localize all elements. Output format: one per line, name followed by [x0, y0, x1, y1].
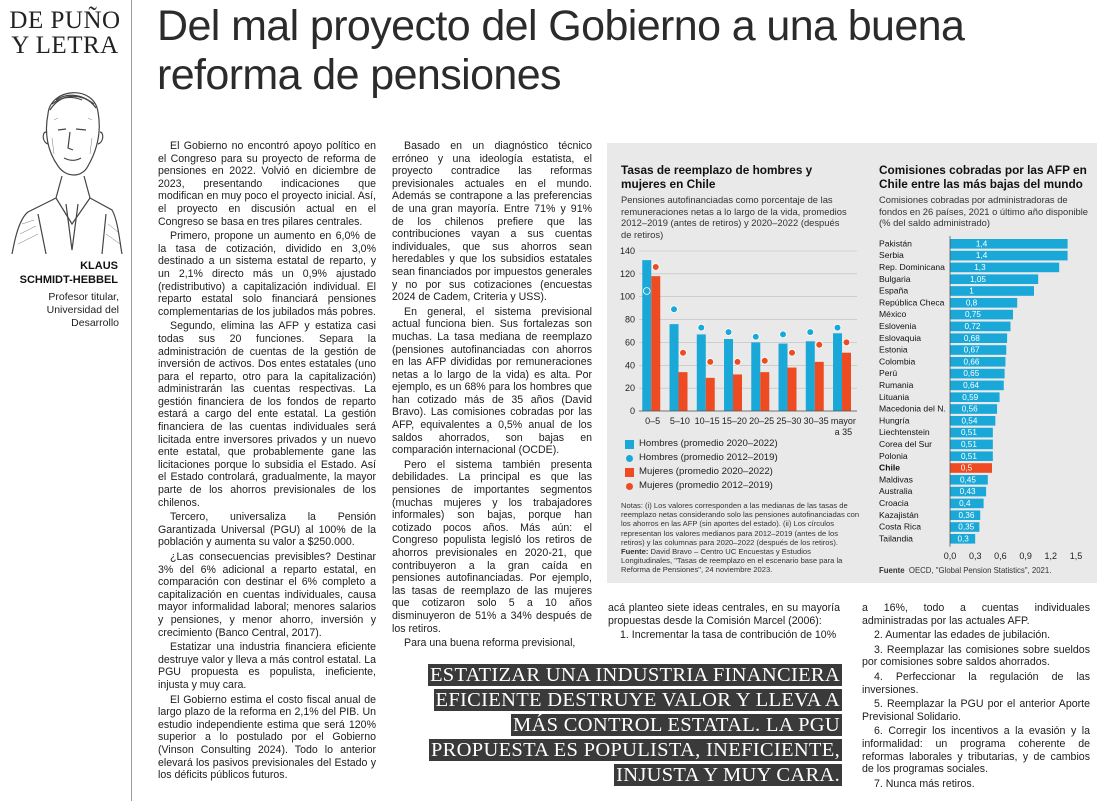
list-item: 6. Corregir los incentivos a la evasión y la informalidad: un programa coherente de reformas laborales y tributarias, y de cambios de los programas sociales.	[862, 725, 1090, 776]
headline-line-1: Del mal proyecto del Gobierno a una buena	[157, 2, 965, 50]
country-label: Chile	[879, 462, 901, 473]
fee-value-label: 1,3	[974, 263, 986, 272]
fee-value-label: 0,65	[963, 369, 980, 379]
paragraph: ¿Las consecuencias previsibles? Destinar 3% del 6% adicional a reparto estatal, en comparación con destinar el 6% completo a capitalización en cuentas individuales, causa mayor informalidad laboral; menores salarios y pensiones, y menor ahorro, inversión y crecimiento (Banco Central, 2017).	[158, 551, 376, 639]
fee-value-label: 0,43	[959, 487, 976, 497]
country-label: Croacia	[879, 498, 909, 508]
x-tick-label: mayor a 35	[830, 416, 856, 437]
country-label: Kazajistán	[879, 509, 919, 520]
paragraph: Tercero, universaliza la Pensión Garantizada Universal (PGU) al 100% de la población y aumenta su valor a $250.000.	[158, 511, 376, 549]
country-label: Rep. Dominicana	[879, 262, 945, 272]
fee-bar	[950, 263, 1059, 273]
fee-value-label: 1,4	[975, 251, 988, 261]
paragraph: Basado en un diagnóstico técnico erróneo y una ideología estatista, el proyecto contradice las reformas previsionales actuales en el mundo. Además se contrapone a las preferencias de una gran mayoría. Entre 71% y 91% de los chilenos prefiere que las contribuciones vayan a sus cuentas individuales, que sus ahorros sean heredables y que los subsidios estatales sean financiados por impuestos generales y no por sus cotizaciones (encuestas 2024 de Cadem, Criteria y USS).	[392, 140, 592, 304]
list-item: 1. Incrementar la tasa de contribución de 10%	[620, 629, 837, 642]
y-tick-label: 140	[619, 246, 635, 256]
country-label: Estonia	[879, 344, 908, 355]
x-tick-label: 0,0	[943, 550, 957, 561]
country-label: Polonia	[879, 450, 908, 461]
chart1-subtitle: Pensiones autofinanciadas como porcentaje de las remuneraciones netas a lo largo de la vida, promedios 2012–2019 (antes de retiros) y 2020–2022 (después de retiros)	[621, 194, 847, 240]
fee-bar	[950, 251, 1068, 261]
fee-value-label: 0,64	[963, 381, 980, 390]
x-tick-label: 15–20	[721, 416, 747, 426]
pull-quote	[396, 663, 842, 793]
author-portrait	[8, 74, 124, 254]
x-tick-label: 20–25	[749, 416, 775, 426]
fee-value-label: 0,54	[961, 416, 978, 426]
paragraph: Segundo, elimina las AFP y estatiza casi todas sus 20 funciones. Separa la administración de cuentas de la gestión de inversión de activos. Dos entes estatales (uno para el reparto, otro para la capitalización) administrarán las cuentas respectivas. La gestión financiera de los fondos de reparto estará a cargo del ente estatal. La gestión financiera de las cuentas individuales será licitada entre inversores privados y un nuevo ente estatal, que probablemente gane las licitaciones porque lo subsidia el Estado. Así el Estado controlará, gradualmente, la mayor parte de los ahorros previsionales de los chilenos.	[158, 320, 376, 509]
x-tick-label: 25–30	[776, 416, 802, 426]
fee-bar	[950, 286, 1034, 296]
article-column-1	[158, 140, 376, 784]
afp-fees-chart	[607, 143, 1097, 583]
country-label: Rumania	[879, 380, 914, 390]
list-item: 2. Aumentar las edades de jubilación.	[874, 629, 1051, 642]
article-headline	[157, 2, 1097, 100]
country-label: Macedonia del N.	[879, 403, 946, 414]
paragraph: Estatizar una industria financiera eficiente destruye valor y lleva a más control estatal. La PGU propuesta es populista, ineficiente, injusta y muy cara.	[158, 641, 376, 691]
fee-value-label: 0,4	[959, 499, 971, 508]
fee-value-label: 0,51	[960, 440, 977, 449]
country-label: Perú	[879, 368, 898, 379]
chart1-source-label: Fuente:	[621, 547, 649, 557]
country-label: Eslovenia	[879, 321, 917, 331]
list-item: 3. Reemplazar las comisiones sobre sueldos por comisiones sobre saldos ahorrados.	[862, 643, 1090, 669]
paragraph: En general, el sistema previsional actual funciona bien. Sus fortalezas son muchas. La tasa mediana de reemplazo (pensiones autofinanciadas con ahorros en las AFP divididas por remuneraciones netas a lo largo de la vida) es alta. Por ejemplo, es un 68% para los hombres que han cotizado más de 35 años (David Bravo). Las comisiones cobradas por las AFP, equivalentes a 0,5% anual de los saldos ahorrados, son bajas en comparación internacional (OCDE).	[392, 305, 592, 457]
x-tick-label: 0,6	[994, 550, 1007, 561]
fee-value-label: 0,3	[957, 534, 969, 544]
article-column-2	[392, 140, 592, 652]
fee-bar	[950, 239, 1068, 249]
article-column-4	[862, 602, 1090, 792]
author-last-name: SCHMIDT-HEBBEL	[19, 274, 118, 286]
pull-quote-line: EFICIENTE DESTRUYE VALOR Y LLEVA A	[435, 689, 840, 711]
fee-value-label: 1,05	[970, 274, 986, 284]
x-tick-label: 5–10	[669, 416, 690, 426]
paragraph: El Gobierno no encontró apoyo político en el Congreso para su proyecto de reforma de pensiones en 2022. Volvió en diciembre de 2023, presentando indicaciones que modifican en muy poco el proyecto inicial. Así, el proyecto en discusión actual en el Congreso se basa en tres pilares centrales.	[158, 140, 376, 228]
country-label: Hungría	[879, 415, 910, 426]
legend-label: Hombres (promedio 2020–2022)	[639, 438, 778, 449]
fee-value-label: 0,36	[958, 510, 975, 520]
paragraph: Para una buena reforma previsional,	[404, 637, 576, 650]
x-tick-label-cont: a 35	[834, 427, 853, 437]
country-label: Australia	[879, 486, 913, 497]
legend-label: Mujeres (promedio 2012–2019)	[639, 480, 773, 491]
column-divider	[131, 0, 132, 801]
chart2-source-label: Fuente	[879, 566, 905, 575]
country-label: México	[879, 309, 907, 320]
country-label: Maldivas	[879, 474, 913, 485]
fee-bar	[950, 274, 1038, 284]
x-tick-label: 30–35	[803, 416, 829, 426]
country-label: Tailandia	[879, 533, 913, 544]
country-label: Corea del Sur	[879, 439, 933, 449]
paragraph: acá planteo siete ideas centrales, en su mayoría propuestas desde la Comisión Marcel (2006):	[608, 602, 840, 627]
list-item: 7. Nunca más retiros.	[874, 777, 975, 790]
paragraph: a 16%, todo a cuentas individuales administradas por las actuales AFP.	[862, 602, 1090, 627]
fee-value-label: 1,4	[975, 239, 988, 249]
country-label: Costa Rica	[879, 521, 922, 532]
y-tick-label: 120	[619, 268, 635, 279]
pull-quote-line: MÁS CONTROL ESTATAL. LA PGU	[513, 714, 840, 736]
fee-value-label: 0,56	[961, 404, 978, 414]
chart1-title: Tasas de reemplazo de hombres y mujeres en Chile	[621, 163, 813, 191]
paragraph: Primero, propone un aumento en 6,0% de la tasa de cotización, dividido en 3,0% destinado a un sistema estatal de reparto, y un 2,1% directo más un 0,9% ajustado (redistributivo) a capitalización individual. El reparto estatal solo financiará pensiones complementarias de los jubilados más pobres.	[158, 230, 376, 318]
fee-value-label: 0,67	[963, 345, 980, 355]
fee-value-label: 0,72	[964, 322, 981, 331]
fee-value-label: 0,66	[963, 357, 980, 367]
y-tick-label: 20	[624, 383, 635, 394]
country-label: Serbia	[879, 250, 904, 261]
fee-value-label: 0,51	[960, 428, 977, 438]
list-item: 5. Reemplazar la PGU por el anterior Aporte Previsional Solidario.	[862, 698, 1090, 723]
fee-value-label: 1	[969, 286, 974, 296]
y-tick-label: 0	[629, 406, 635, 416]
x-tick-label: 1,2	[1044, 550, 1058, 561]
country-label: Eslovaquia	[879, 332, 922, 343]
headline-line-2: reforma de pensiones	[157, 51, 561, 99]
chart2-subtitle: Comisiones cobradas por administradoras de fondos en 26 países, 2021 o último año disponible (% del saldo administrado)	[879, 194, 1089, 228]
author-name	[6, 259, 118, 287]
country-label: Pakistán	[879, 238, 912, 249]
legend-label: Mujeres (promedio 2020–2022)	[639, 466, 773, 477]
y-tick-label: 40	[624, 360, 635, 371]
y-tick-label: 60	[624, 337, 635, 348]
infographic	[607, 143, 1097, 583]
y-tick-label: 100	[619, 291, 635, 302]
fee-value-label: 0,51	[960, 451, 977, 461]
section-title	[4, 8, 126, 58]
country-label: Liechtenstein	[879, 427, 930, 438]
fee-bar	[950, 310, 1013, 320]
paragraph: El Gobierno estima el costo fiscal anual de largo plazo de la reforma en 2,1% del PIB. Un estudio independiente estima que será 120% superior a lo postulado por el Gobierno (Vinson Consulting 2024). Todo lo anterior elevará los pasivos previsionales del Estado y los déficits públicos futuros.	[158, 693, 376, 782]
fee-value-label: 0,45	[959, 475, 976, 485]
author-role-line-1: Profesor titular,	[48, 291, 119, 303]
x-tick-label: 0,3	[968, 550, 982, 561]
fee-value-label: 0,35	[958, 522, 975, 532]
author-role	[2, 291, 119, 330]
article-column-3	[608, 602, 840, 644]
chart2-source-line	[879, 566, 1051, 575]
chart2-source: OECD, "Global Pension Statistics", 2021.	[908, 566, 1052, 575]
country-label: República Checa	[879, 297, 945, 308]
fee-value-label: 0,8	[965, 298, 978, 308]
country-label: Lituania	[879, 391, 910, 402]
fee-value-label: 0,75	[965, 310, 981, 320]
paragraph: Pero el sistema también presenta debilidades. La principal es que las pensiones de importantes segmentos (muchas mujeres y los trabajadores informales) son bajas, porque han cotizado pocos años. Más aún: el Congreso populista legisló los retiros de ahorros previsionales en 2020-21, que contribuyeron a la gran caída en pensiones autofinanciadas. Por ejemplo, las tasas de reemplazo de las mujeres que cotizaron solo 5 a 10 años disminuyeron de 51% a 34% después de los retiros.	[392, 458, 592, 635]
chart1-source: David Bravo – Centro UC Encuestas y Estudios Longitudinales, "Tasas de reemplazo en el escenario base para la Reforma de Pensiones", 24 noviembre 2023.	[621, 547, 843, 575]
y-tick-label: 80	[624, 314, 635, 325]
country-label: Colombia	[879, 356, 916, 367]
fee-bar	[950, 298, 1017, 308]
x-tick-label: 0,9	[1019, 550, 1032, 561]
author-role-line-2: Universidad del Desarrollo	[46, 304, 119, 329]
fee-value-label: 0,68	[963, 333, 980, 343]
author-first-name: KLAUS	[80, 260, 118, 272]
chart1-notes-text: Notas: (i) Los valores corresponden a las medianas de las tasas de reemplazo netas considerando solo las pensiones autofinanciadas con los ahorros en las AFP (sin aportes del estado). (ii) Los círculos representan los valores medianos para 2012–2019 (antes de los retiros) y las columnas para 2020–2022 (después de los retiros).	[621, 501, 860, 547]
pull-quote-line: INJUSTA Y MUY CARA.	[616, 764, 840, 786]
section-title-line-1: DE PUÑO	[9, 7, 121, 34]
section-title-line-2: Y LETRA	[11, 32, 119, 59]
x-tick-label: 0–5	[645, 416, 661, 426]
pull-quote-line: PROPUESTA ES POPULISTA, INEFICIENTE,	[430, 739, 840, 761]
pull-quote-line: ESTATIZAR UNA INDUSTRIA FINANCIERA	[429, 664, 840, 686]
fee-value-label: 0,59	[962, 392, 979, 402]
fee-value-label: 0,5	[960, 463, 973, 473]
country-label: España	[879, 285, 909, 296]
x-tick-label: 1,5	[1069, 550, 1083, 561]
legend-label: Hombres (promedio 2012–2019)	[639, 452, 778, 463]
chart2-title: Comisiones cobradas por las AFP en Chile entre las más bajas del mundo	[879, 163, 1087, 191]
country-label: Bulgaria	[879, 273, 911, 284]
list-item: 4. Perfeccionar la regulación de las inversiones.	[862, 670, 1090, 696]
x-tick-label: 10–15	[694, 416, 720, 426]
